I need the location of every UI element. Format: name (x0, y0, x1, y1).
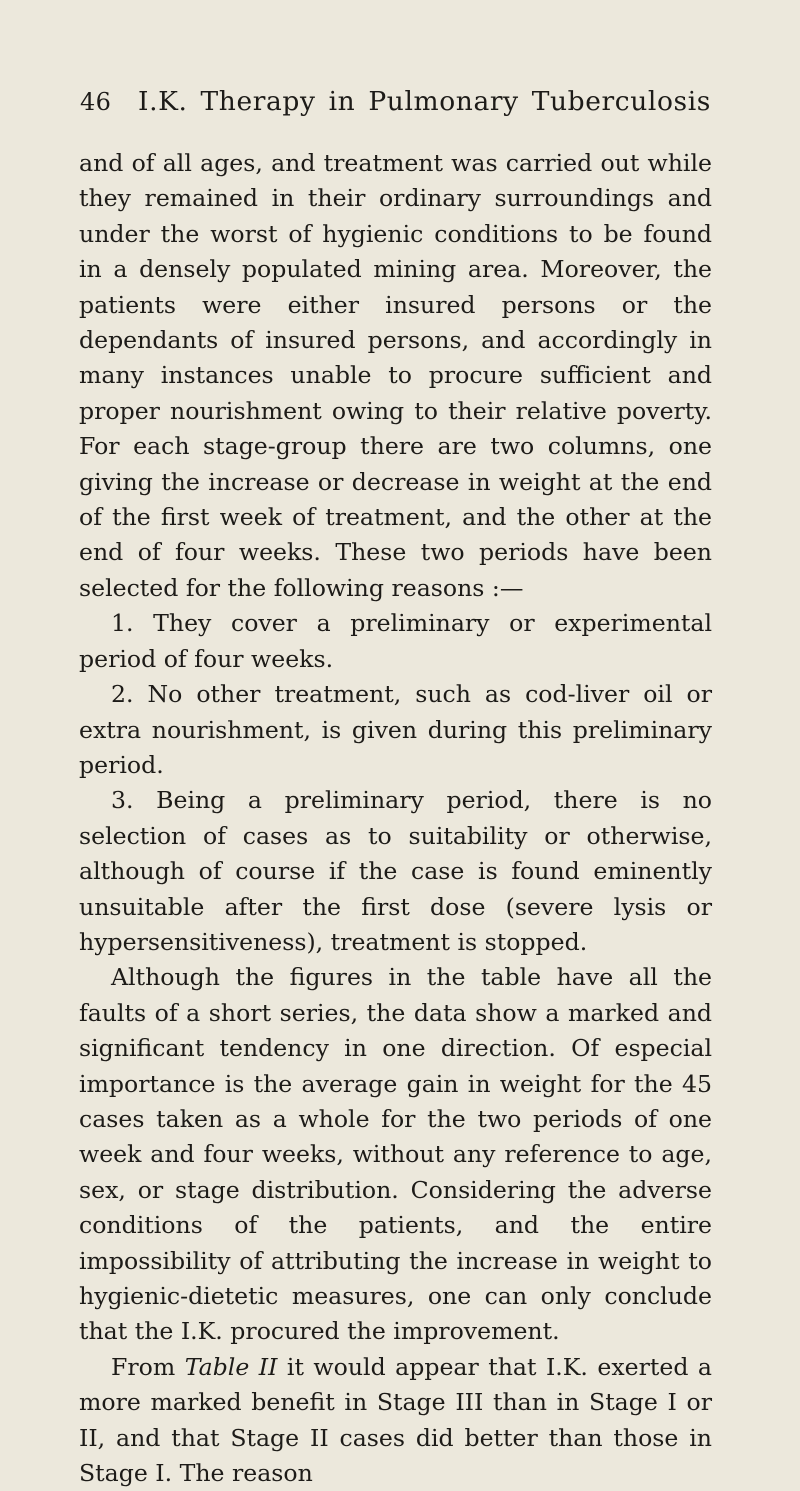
running-header (79, 86, 712, 132)
numbered-reason-1: 1. They cover a preliminary or experimental period of four weeks. (79, 609, 712, 673)
paragraph-analysis: Although the figures in the table have all the faults of a short series, the data show a marked and significant tendency in one direction. Of especial importance is the average gain in weight for the 45 cases taken as a whole for the two periods of one week and four weeks, without any reference to age, sex, or stage distribution. Considering the adverse conditions of the patients, and the entire impossibility of attributing the increase in weight to hygienic-dietetic measures, one can only conclude that the I.K. procured the improvement. (79, 963, 712, 1346)
running-title: I.K. Therapy in Pulmonary Tuberculosis (138, 86, 712, 117)
paragraph-continuation: and of all ages, and treatment was carried out while they remained in their ordinary surroundings and under the worst of hygienic conditions to be found in a densely populated mining area. Moreover, the patients were either insured persons or the dependants of insured persons, and accordingly in many instances unable to procure sufficient and proper nourishment owing to their relative poverty. For each stage-group there are two columns, one giving the increase or decrease in weight at the end of the first week of treatment, and the other at the end of four weeks. These two periods have been selected for the following reasons :— (79, 149, 712, 602)
paragraph-table-reference (79, 1350, 712, 1491)
numbered-reason-3: 3. Being a preliminary period, there is no selection of cases as to suitability or otherwise, although of course if the case is found eminently unsuitable after the first dose (severe lysis or hypersensitiveness), treatment is stopped. (79, 786, 712, 956)
table-reference: Table II (184, 1352, 278, 1381)
numbered-reason-2: 2. No other treatment, such as cod-liver oil or extra nourishment, is given during this preliminary period. (79, 680, 712, 779)
paragraph-text-after: it would appear that I.K. exerted a more marked benefit in Stage III than in Stage I or II, and that Stage II cases did better than those in Stage I. The reason (79, 1352, 712, 1488)
body-text (79, 146, 712, 1491)
page-number: 46 (80, 88, 112, 116)
paragraph-text-before: From (111, 1352, 185, 1381)
